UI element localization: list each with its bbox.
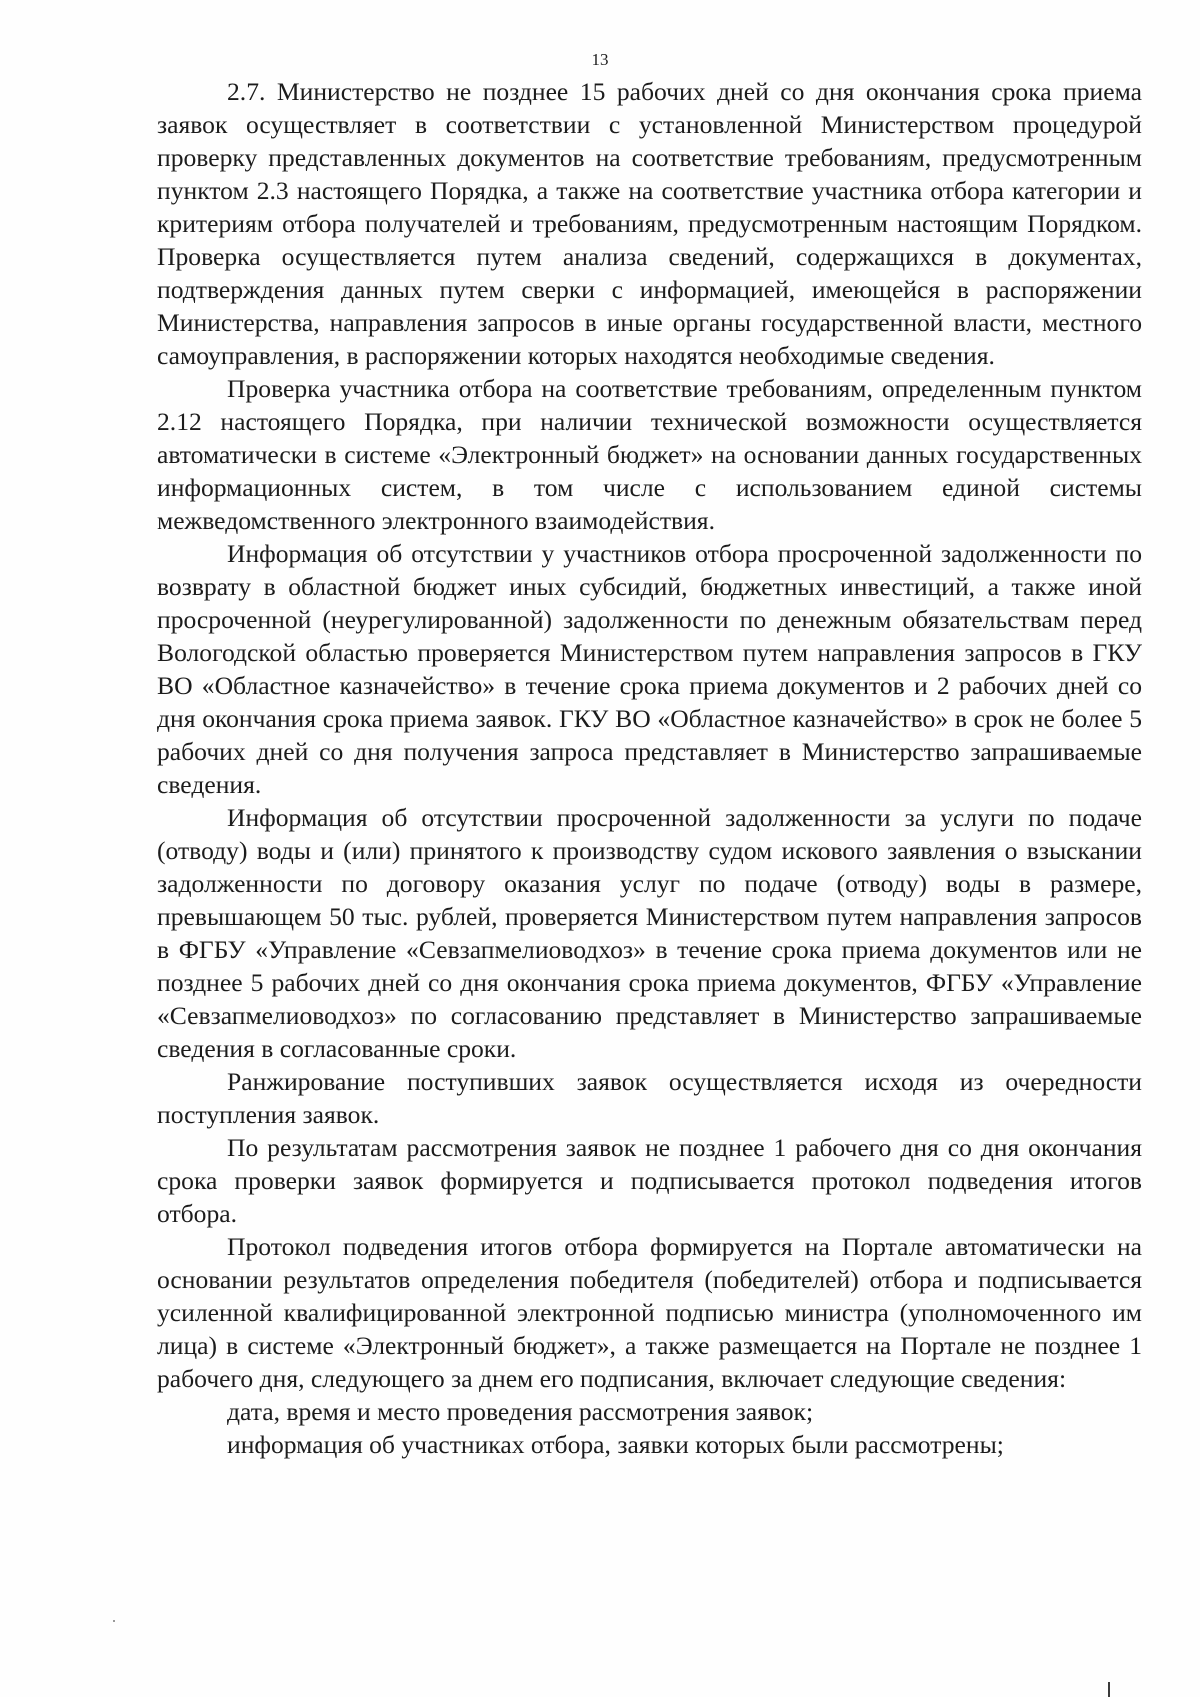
document-body (157, 75, 1142, 1461)
paragraph-budget-debt-info: Информация об отсутствии у участников отбора просроченной задолженности по возврату в областной бюджет иных субсидий, бюджетных инвестиций, а также иной просроченной (неурегулированной) задолженности по денежным обязательствам перед Вологодской областью проверяется Министерством путем направления запросов в ГКУ ВО «Областное казначейство» в течение срока приема документов и 2 рабочих дней со дня окончания срока приема заявок. ГКУ ВО «Областное казначейство» в срок не более 5 рабочих дней со дня получения запроса представляет в Министерство запрашиваемые сведения. (157, 539, 1142, 799)
paragraph-review-results: По результатам рассмотрения заявок не позднее 1 рабочего дня со дня окончания срока проверки заявок формируется и подписывается протокол подведения итогов отбора. (157, 1133, 1142, 1228)
paragraph-water-debt-info: Информация об отсутствии просроченной задолженности за услуги по подаче (отводу) воды и (или) принятого к производству судом искового заявления о взыскании задолженности по договору оказания услуг по подаче (отводу) воды в размере, превышающем 50 тыс. рублей, проверяется Министерством путем направления запросов в ФГБУ «Управление «Севзапмелиоводхоз» в течение срока приема документов или не позднее 5 рабочих дней со дня окончания срока приема документов, ФГБУ «Управление «Севзапмелиоводхоз» по согласованию представляет в Министерство запрашиваемые сведения в согласованные сроки. (157, 803, 1142, 1063)
scan-edge-mark (1108, 1682, 1110, 1697)
paragraph-protocol: Протокол подведения итогов отбора формируется на Портале автоматически на основании результатов определения победителя (победителей) отбора и подписывается усиленной квалифицированной электронной подписью министра (уполномоченного им лица) в системе «Электронный бюджет», а также размещается на Портале не позднее 1 рабочего дня, следующего за днем его подписания, включает следующие сведения: (157, 1232, 1142, 1393)
paragraph-2-7: 2.7. Министерство не позднее 15 рабочих дней со дня окончания срока приема заявок осуществляет в соответствии с установленной Министерством процедурой проверку представленных документов на соответствие требованиям, предусмотренным пунктом 2.3 настоящего Порядка, а также на соответствие участника отбора категории и критериям отбора получателей и требованиям, предусмотренным настоящим Порядком. Проверка осуществляется путем анализа сведений, содержащихся в документах, подтверждения данных путем сверки с информацией, имеющейся в распоряжении Министерства, направления запросов в иные органы государственной власти, местного самоуправления, в распоряжении которых находятся необходимые сведения. (157, 77, 1142, 370)
list-item: дата, время и место проведения рассмотрения заявок; (227, 1397, 814, 1426)
paragraph-ranking: Ранжирование поступивших заявок осуществляется исходя из очередности поступления заявок. (157, 1067, 1142, 1129)
paragraph-participant-check: Проверка участника отбора на соответствие требованиям, определенным пунктом 2.12 настоящего Порядка, при наличии технической возможности осуществляется автоматически в системе «Электронный бюджет» на основании данных государственных информационных систем, в том числе с использованием единой системы межведомственного электронного взаимодействия. (157, 374, 1142, 535)
page-number: 13 (591, 50, 609, 69)
scan-speck (113, 1620, 115, 1622)
list-item: информация об участниках отбора, заявки которых были рассмотрены; (227, 1430, 1004, 1459)
